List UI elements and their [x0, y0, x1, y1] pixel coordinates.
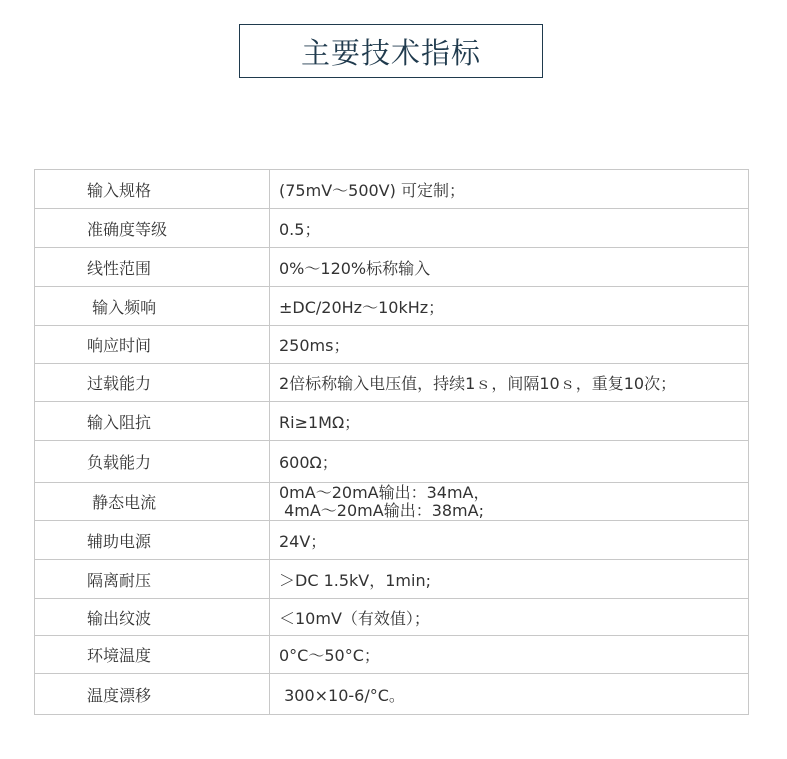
table-row: [35, 441, 749, 483]
spec-label: 线性范围: [35, 248, 270, 287]
table-row: [35, 170, 749, 209]
spec-label: 温度漂移: [35, 674, 270, 715]
spec-value: ＜10mV（有效值）；: [270, 599, 749, 636]
table-row: [35, 402, 749, 441]
page-title-box: [239, 24, 543, 78]
spec-value: 24V；: [270, 521, 749, 560]
spec-label: 输入阻抗: [35, 402, 270, 441]
table-row: [35, 599, 749, 636]
spec-value: 0°C～50°C；: [270, 636, 749, 674]
spec-value-cell: [270, 483, 749, 521]
spec-value: (75mV～500V) 可定制；: [270, 170, 749, 209]
table-row: [35, 209, 749, 248]
table-row: [35, 287, 749, 326]
spec-value: 0.5；: [270, 209, 749, 248]
table-row: [35, 364, 749, 402]
spec-value: 250ms；: [270, 326, 749, 364]
spec-label: 过载能力: [35, 364, 270, 402]
spec-label: 响应时间: [35, 326, 270, 364]
spec-label: 静态电流: [35, 483, 270, 521]
table-row: [35, 636, 749, 674]
spec-value: 600Ω；: [270, 441, 749, 483]
table-row: [35, 521, 749, 560]
table-row: [35, 248, 749, 287]
spec-value: 300×10-6/°C。: [270, 674, 749, 715]
spec-label: 负载能力: [35, 441, 270, 483]
spec-label: 输入频响: [35, 287, 270, 326]
table-row: [35, 326, 749, 364]
spec-value: 0mA～20mA输出：34mA，: [279, 482, 490, 502]
table-row: [35, 483, 749, 521]
spec-value: ±DC/20Hz～10kHz；: [270, 287, 749, 326]
spec-value: ＞DC 1.5kV，1min;: [270, 560, 749, 599]
spec-label: 输出纹波: [35, 599, 270, 636]
page-title: 主要技术指标: [300, 35, 481, 70]
spec-label: 环境温度: [35, 636, 270, 674]
spec-label: 输入规格: [35, 170, 270, 209]
spec-label: 辅助电源: [35, 521, 270, 560]
spec-table: [34, 169, 749, 715]
spec-label: 隔离耐压: [35, 560, 270, 599]
table-row: [35, 560, 749, 599]
spec-value: 0%～120%标称输入: [270, 248, 749, 287]
spec-label: 准确度等级: [35, 209, 270, 248]
spec-value: Ri≥1MΩ；: [270, 402, 749, 441]
table-row: [35, 674, 749, 715]
spec-value: 4mA～20mA输出：38mA;: [279, 500, 484, 520]
spec-value: 2倍标称输入电压值，持续1ｓ，间隔10ｓ，重复10次；: [270, 364, 749, 402]
